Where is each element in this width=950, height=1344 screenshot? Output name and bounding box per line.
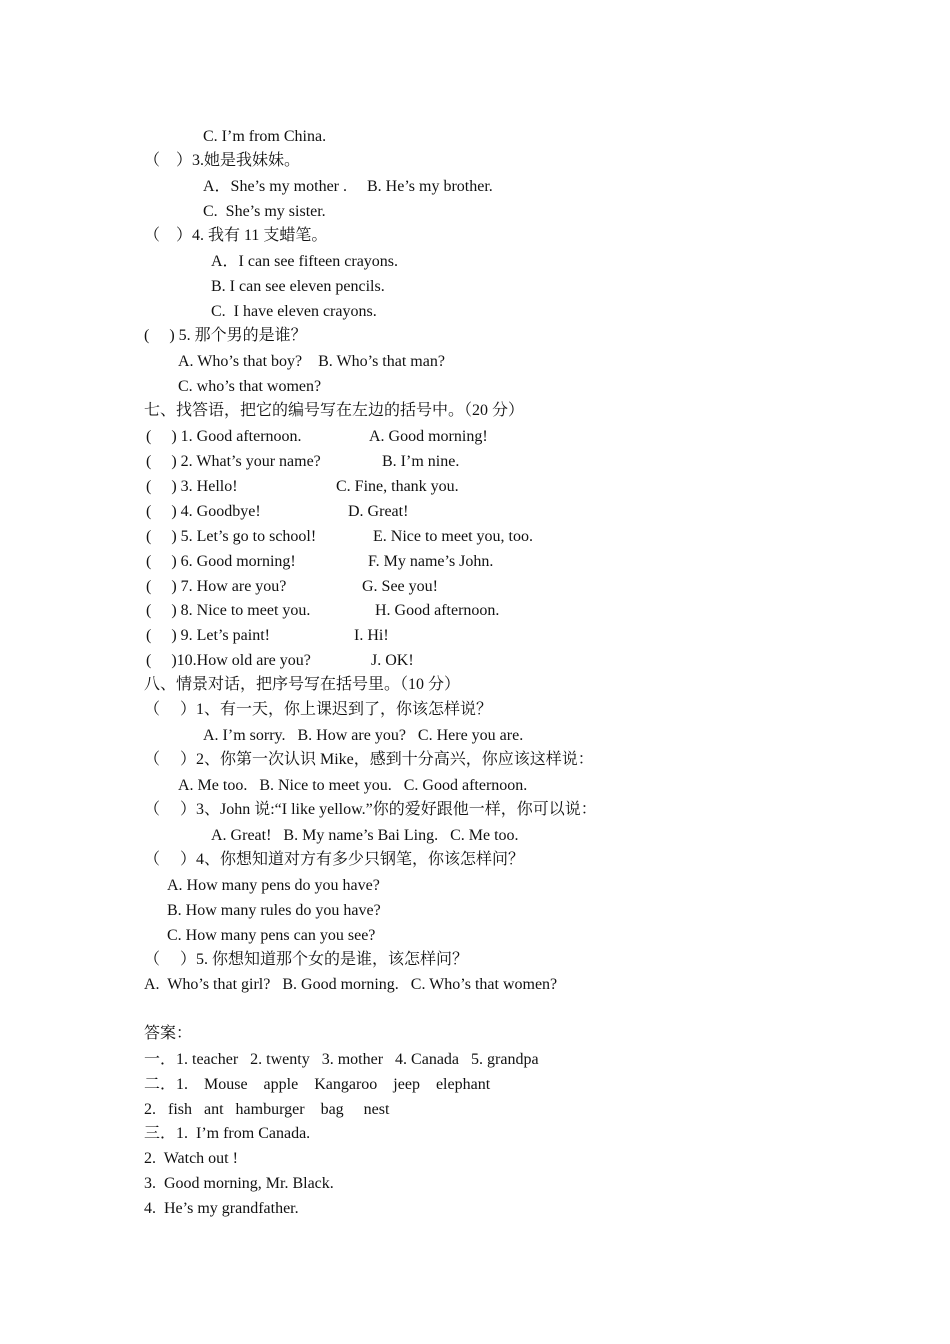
dialogue-q4: （ ）4、你想知道对方有多少只钢笔，你该怎样问？	[144, 851, 525, 868]
answers-part-3-line-1: 三．1. I’m from Canada.	[144, 1125, 311, 1142]
q5-stem: ( ) 5. 那个男的是谁？	[144, 327, 307, 344]
match-answer: E. Nice to meet you, too.	[373, 528, 533, 545]
match-question: ( ) 7. How are you?	[146, 578, 287, 595]
match-question: ( )10.How old are you?	[146, 652, 311, 669]
match-answer: G. See you!	[362, 578, 438, 595]
answers-part-2-line-2: 2. fish ant hamburger bag nest	[144, 1101, 390, 1118]
answers-part-3-line-3: 3. Good morning, Mr. Black.	[144, 1175, 334, 1192]
section-8-title: 八、情景对话，把序号写在括号里。（10 分）	[144, 676, 461, 693]
match-question: ( ) 9. Let’s paint!	[146, 627, 270, 644]
q5-options-ab: A. Who’s that boy? B. Who’s that man?	[178, 353, 445, 370]
dialogue-q2-options: A. Me too. B. Nice to meet you. C. Good afternoon.	[178, 777, 528, 794]
dialogue-q4-option-c: C. How many pens can you see?	[167, 927, 376, 944]
q4-stem: （ ）4. 我有 11 支蜡笔。	[144, 227, 328, 244]
match-question: ( ) 2. What’s your name?	[146, 453, 321, 470]
q5-option-c: C. who’s that women?	[178, 378, 322, 395]
q3-stem: （ ）3.她是我妹妹。	[144, 152, 301, 169]
q4-option-c: C. I have eleven crayons.	[211, 303, 377, 320]
match-answer: D. Great!	[348, 503, 409, 520]
answers-heading: 答案：	[144, 1025, 193, 1042]
section-7-title: 七、找答语，把它的编号写在左边的括号中。（20 分）	[144, 402, 525, 419]
match-question: ( ) 3. Hello!	[146, 478, 238, 495]
match-question: ( ) 4. Goodbye!	[146, 503, 261, 520]
answers-part-3-line-4: 4. He’s my grandfather.	[144, 1200, 299, 1217]
dialogue-q4-option-a: A. How many pens do you have?	[167, 877, 380, 894]
q4-option-b: B. I can see eleven pencils.	[211, 278, 385, 295]
dialogue-q4-option-b: B. How many rules do you have?	[167, 902, 381, 919]
q3-option-c: C. She’s my sister.	[203, 203, 326, 220]
dialogue-q1: （ ）1、有一天，你上课迟到了，你该怎样说？	[144, 701, 493, 718]
match-answer: I. Hi!	[354, 627, 389, 644]
dialogue-q1-options: A. I’m sorry. B. How are you? C. Here you are.	[203, 727, 524, 744]
dialogue-q3: （ ）3、John 说:“I like yellow.”你的爱好跟他一样，你可以说：	[144, 801, 597, 818]
q2-option-c: C. I’m from China.	[203, 128, 327, 145]
dialogue-q5-options: A. Who’s that girl? B. Good morning. C. Who’s that women?	[144, 976, 558, 993]
dialogue-q3-options: A. Great! B. My name’s Bai Ling. C. Me too.	[211, 827, 519, 844]
answers-part-2-line-1: 二．1. Mouse apple Kangaroo jeep elephant	[144, 1076, 491, 1093]
dialogue-q2: （ ）2、你第一次认识 Mike，感到十分高兴，你应该这样说：	[144, 751, 594, 768]
match-question: ( ) 6. Good morning!	[146, 553, 296, 570]
dialogue-q5: （ ）5. 你想知道那个女的是谁，该怎样问？	[144, 951, 469, 968]
match-answer: B. I’m nine.	[382, 453, 460, 470]
match-question: ( ) 1. Good afternoon.	[146, 428, 302, 445]
match-answer: A. Good morning!	[369, 428, 488, 445]
match-answer: F. My name’s John.	[368, 553, 494, 570]
answers-part-3-line-2: 2. Watch out !	[144, 1150, 238, 1167]
match-answer: J. OK!	[371, 652, 414, 669]
match-answer: H. Good afternoon.	[375, 602, 500, 619]
q3-options-ab: A．She’s my mother . B. He’s my brother.	[203, 178, 493, 195]
q4-option-a: A．I can see fifteen crayons.	[211, 253, 399, 270]
match-question: ( ) 5. Let’s go to school!	[146, 528, 317, 545]
match-question: ( ) 8. Nice to meet you.	[146, 602, 311, 619]
match-answer: C. Fine, thank you.	[336, 478, 459, 495]
answers-part-1: 一．1. teacher 2. twenty 3. mother 4. Canada 5. grandpa	[144, 1051, 539, 1068]
